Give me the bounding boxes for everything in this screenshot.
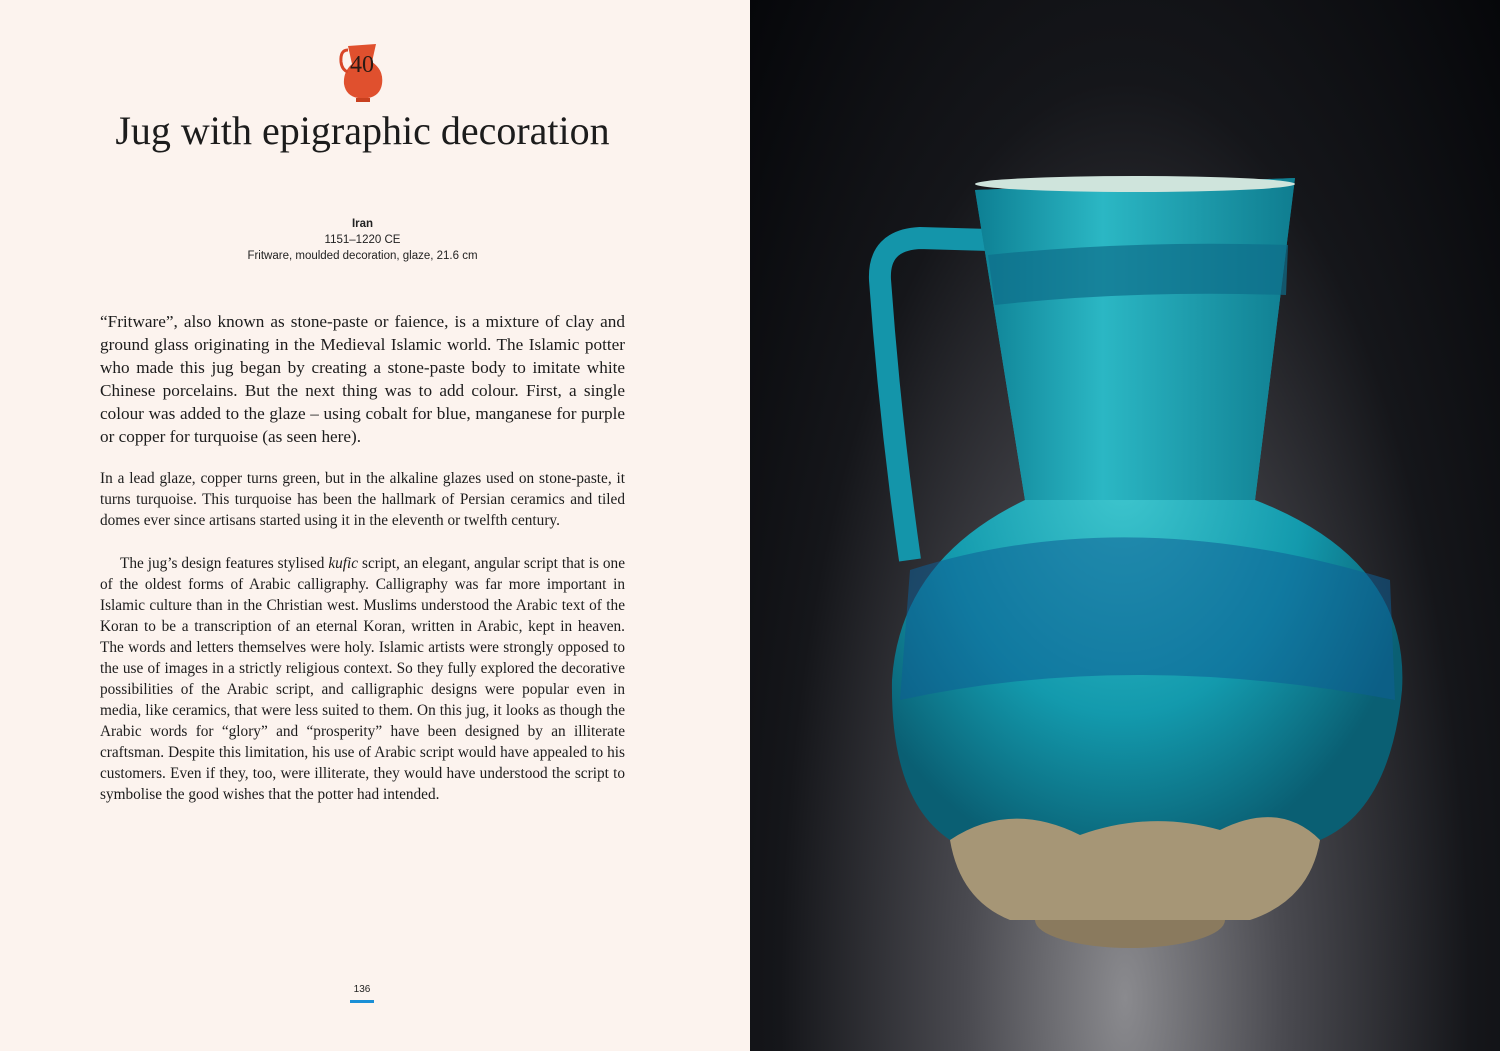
date: 1151–1220 CE xyxy=(324,234,401,246)
page-title: Jug with epigraphic decoration xyxy=(115,108,610,153)
body-paragraph-2 xyxy=(100,553,625,805)
p2-text: The jug’s design features stylised xyxy=(120,555,329,572)
kufic-term: kufic xyxy=(328,555,359,572)
page-number-underline xyxy=(350,1000,374,1003)
page-number: 136 xyxy=(353,984,371,995)
entry-number: 40 xyxy=(350,52,374,78)
p2-text: script, an elegant, angular script that is one of the oldest forms of Arabic calligraphy. Calligraphy was far more important in Islamic culture than in the Christian west. Muslims understood the Arabic text of the Koran to be a transcription of an eternal Koran, written in Arabic, kept in heaven. The words and letters themselves were holy. Islamic artists were strongly opposed to the use of images in a strictly religious context. So they fully explored the decorative possibilities of the Arabic script, and calligraphic designs were popular even in media, like ceramics, that were less suited to them. On this jug, it looks as though the Arabic words for “glory” and “prosperity” have been designed by an illiterate craftsman. Despite this limitation, his use of Arabic script would have appealed to his customers. Even if they, too, were illiterate, they would have understood the script to symbolise the good wishes that the potter had intended. xyxy=(100,555,625,803)
intro-paragraph: “Fritware”, also known as stone-paste or faience, is a mixture of clay and ground glass originating in the Medieval Islamic world. The Islamic potter who made this jug began by creating a stone-paste body to imitate white Chinese porcelains. But the next thing was to add colour. First, a single colour was added to the glaze – using cobalt for blue, manganese for purple or copper for turquoise (as seen here). xyxy=(100,312,625,446)
left-page xyxy=(0,0,750,1051)
jug-photograph xyxy=(750,0,1500,1051)
origin: Iran xyxy=(351,218,374,230)
materials: Fritware, moulded decoration, glaze, 21.6 cm xyxy=(247,250,478,262)
body-paragraph-1: In a lead glaze, copper turns green, but in the alkaline glazes used on stone-paste, it turns turquoise. This turquoise has been the hallmark of Persian ceramics and tiled domes ever since artisans started using it in the eleventh or twelfth century. xyxy=(100,470,625,529)
jug-image xyxy=(750,0,1500,1051)
